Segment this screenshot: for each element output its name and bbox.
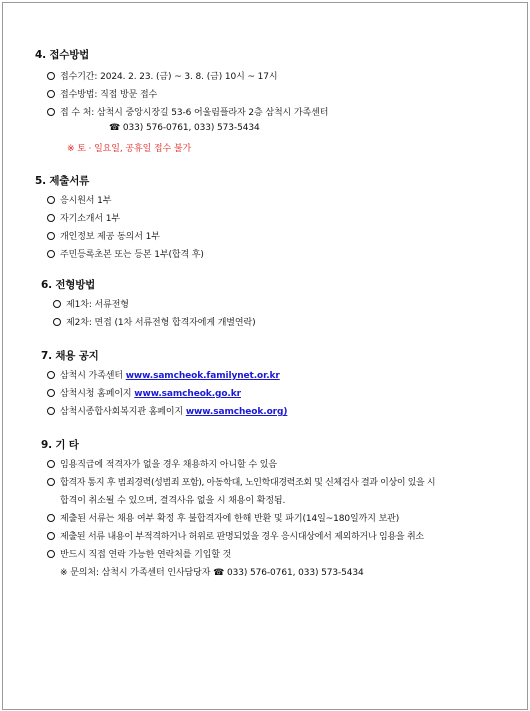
list-item-text: 반드시 직접 연락 가능한 연락처를 기입할 것 (60, 550, 232, 560)
list-item-text: 주민등록초본 또는 등본 1부(합격 후) (60, 250, 204, 260)
list-item (47, 87, 157, 100)
circle-bullet-icon (47, 407, 55, 415)
circle-bullet-icon (47, 389, 55, 397)
circle-bullet-icon (47, 196, 55, 204)
section-6-title: 6. 전형방법 (41, 279, 96, 291)
list-item (47, 105, 328, 118)
list-item-text: 제출된 서류는 채용 여부 확정 후 불합격자에 한해 반환 및 파기(14일~180일까지 보관) (60, 514, 400, 524)
list-item-text: 삼척시 가족센터 (60, 371, 123, 381)
list-item (47, 511, 399, 524)
list-item (47, 475, 435, 488)
list-item-text: 응시원서 1부 (60, 196, 112, 206)
circle-bullet-icon (47, 371, 55, 379)
list-item-text: 접 수 처: 삼척시 중앙시장길 53-6 어울림플라자 2층 삼척시 가족센터 (60, 108, 329, 118)
circle-bullet-icon (47, 514, 55, 522)
circle-bullet-icon (47, 250, 55, 258)
circle-bullet-icon (47, 550, 55, 558)
phone-icon (213, 568, 224, 578)
list-item-text: 제출된 서류 내용이 부적격하거나 허위로 판명되었을 경우 응시대상에서 제외하거나 임용을 취소 (60, 532, 424, 542)
list-item (47, 529, 424, 542)
phone-number: 033) 576-0761, 033) 573-5434 (226, 568, 364, 578)
list-item-text: 제2차: 면접 (1차 서류전형 합격자에게 개별연락) (66, 318, 256, 328)
contact-label: ※ 문의처: 삼척시 가족센터 인사담당자 (60, 568, 211, 578)
list-item-text: 임용직급에 적격자가 없을 경우 채용하지 아니할 수 있음 (60, 460, 277, 470)
list-item (47, 386, 241, 399)
circle-bullet-icon (47, 72, 55, 80)
list-item-continuation: 합격이 취소될 수 있으며, 결격사유 없을 시 채용이 확정됨. (60, 496, 286, 506)
circle-bullet-icon (47, 532, 55, 540)
list-item (47, 69, 278, 82)
list-item-text: 접수기간: 2024. 2. 23. (금) ~ 3. 8. (금) 10시 ~ 17시 (60, 72, 278, 82)
circle-bullet-icon (47, 108, 55, 116)
circle-bullet-icon (47, 460, 55, 468)
list-item (47, 247, 204, 260)
notice-text: ※ 토 · 일요일, 공휴일 접수 불가 (67, 144, 192, 154)
list-item (53, 297, 129, 310)
list-item (47, 404, 287, 417)
list-item (47, 211, 120, 224)
list-item-text: 개인정보 제공 동의서 1부 (60, 232, 160, 242)
phone-line (109, 123, 260, 133)
phone-number: 033) 576-0761, 033) 573-5434 (122, 123, 260, 133)
welfare-center-link[interactable]: www.samcheok.org) (185, 407, 288, 417)
list-item-text: 자기소개서 1부 (60, 214, 120, 224)
list-item (47, 193, 111, 206)
contact-line (60, 565, 364, 578)
section-7-title: 7. 채용 공지 (41, 350, 99, 362)
list-item-text: 삼척시종합사회복지관 홈페이지 (60, 407, 184, 417)
list-item (53, 315, 256, 328)
list-item-text: 제1차: 서류전형 (66, 300, 129, 310)
document-page (2, 2, 528, 710)
list-item (47, 229, 160, 242)
city-hall-link[interactable]: www.samcheok.go.kr (134, 389, 241, 399)
circle-bullet-icon (53, 318, 61, 326)
circle-bullet-icon (47, 90, 55, 98)
list-item (47, 368, 280, 381)
list-item (47, 457, 277, 470)
list-item-text: 접수방법: 직접 방문 접수 (60, 90, 158, 100)
circle-bullet-icon (47, 478, 55, 486)
circle-bullet-icon (47, 214, 55, 222)
section-9-title: 9. 기 타 (41, 439, 79, 451)
circle-bullet-icon (47, 232, 55, 240)
list-item-text: 합격자 통지 후 범죄경력(성범죄 포함), 아동학대, 노인학대경력조회 및 신체검사 결과 이상이 있을 시 (60, 478, 436, 488)
phone-icon (109, 123, 120, 133)
list-item-text: 삼척시청 홈페이지 (60, 389, 132, 399)
section-5-title: 5. 제출서류 (35, 175, 90, 187)
circle-bullet-icon (53, 300, 61, 308)
familynet-link[interactable]: www.samcheok.familynet.or.kr (125, 371, 280, 381)
section-4-title: 4. 접수방법 (35, 49, 90, 61)
list-item (47, 547, 231, 560)
